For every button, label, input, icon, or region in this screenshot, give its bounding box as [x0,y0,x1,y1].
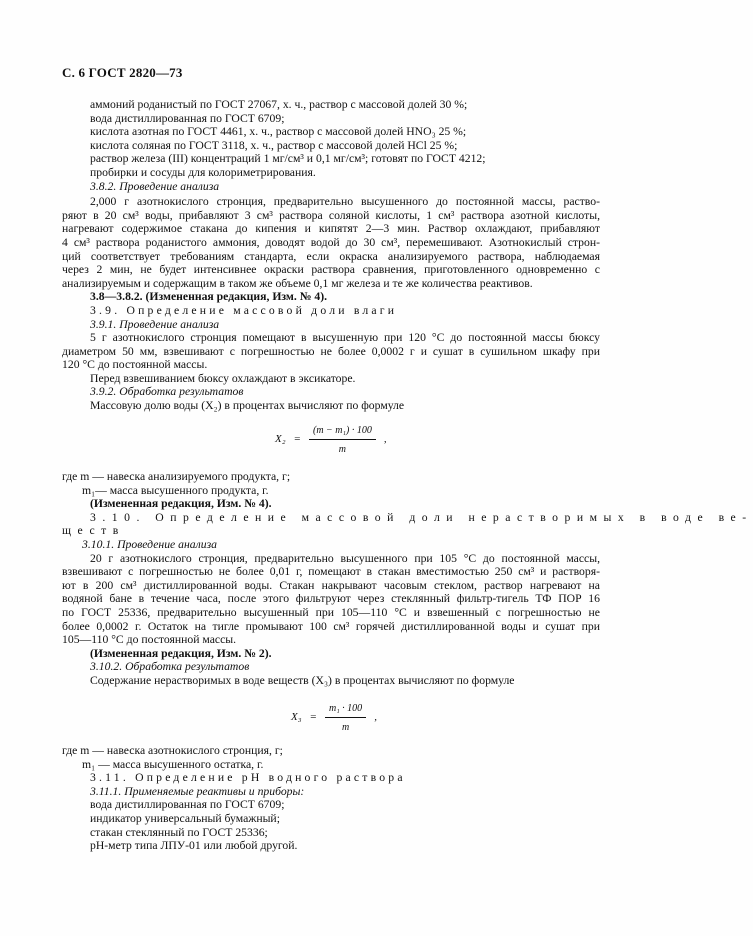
page-header: С. 6 ГОСТ 2820—73 [62,65,183,80]
revision-note: (Измененная редакция, Изм. № 4). [90,497,272,511]
equipment-line: вода дистиллированная по ГОСТ 6709; [90,798,285,812]
section-title-3-9: 3.9. Определение массовой доли влаги [90,303,398,317]
reagent-line: аммоний роданистый по ГОСТ 27067, х. ч., раствор с массовой долей 30 %; [90,98,468,111]
section-title-3-10: 3.10. Определение массовой доли нерастворимых в воде ве- [90,510,753,524]
reagent-line: раствор железа (III) концентраций 1 мг/см³ и 0,1 мг/см³; готовят по ГОСТ 4212; [90,152,486,166]
formula-lhs: X₃ [291,711,302,724]
formula-intro: Массовую долю воды (X₂) в процентах вычисляют по формуле [90,399,405,413]
reagent-line: кислота азотная по ГОСТ 4461, х. ч., раствор с массовой долей HNO₃ 25 %; [90,125,467,139]
paragraph-line: более 0,0002 г. Остаток на тигле промывают 100 см³ горячей дистиллированной воды и сушат при [62,619,600,633]
formula-equals: = [309,711,317,724]
reagent-line: кислота соляная по ГОСТ 3118, х. ч., раствор с массовой долей HCl 25 %; [90,138,458,152]
section-title-3-11-1: 3.11.1. Применяемые реактивы и приборы: [90,784,305,798]
paragraph-line: взвешивают с погрешностью не более 0,01 г, помещают в стакан вместимостью 250 см³ и растворя- [62,565,600,579]
equipment-line: индикатор универсальный бумажный; [90,811,280,825]
formula-fraction [325,702,366,734]
revision-note: (Измененная редакция, Изм. № 2). [90,646,272,660]
section-title-3-10-cont: ществ [62,524,125,538]
paragraph-line: ют в 200 см³ дистиллированной воды. Стакан накрывают часовым стеклом, раствор нагревают на [62,578,600,592]
section-title-3-10-2: 3.10.2. Обработка результатов [90,660,250,674]
formula-moisture [275,424,387,456]
paragraph-line: водяной бане в течение часа, после этого фильтруют через стеклянный фильтр-тигель ТФ ПОР 16 [62,592,600,606]
where-line: m₁ — масса высушенного остатка, г. [82,757,264,771]
paragraph-line: 105—110 °С до постоянной массы. [62,633,237,647]
paragraph-line: 4 см³ раствора роданистого аммония, доводят водой до 30 см³, перемешивают. Азотнокислый строн- [62,235,600,249]
paragraph-line: 5 г азотнокислого стронция помещают в высушенную при 120 °С до постоянной массы бюксу [90,331,600,345]
paragraph-line: анализируемым и содержащим в таком же объеме 0,1 мг железа и те же количества реактивов. [62,276,533,290]
section-3-11-block [62,744,600,853]
formula-equals: = [293,433,301,446]
reagent-line: вода дистиллированная по ГОСТ 6709; [90,111,285,125]
formula-lhs: X₂ [275,433,286,446]
section-title-3-11: 3.11. Определение pH водного раствора [90,771,406,785]
section-3-10-block [62,470,753,688]
paragraph-line: диаметром 50 мм, взвешивают с погрешностью не более 0,0002 г и сушат в сушильном шкафу при [62,344,600,358]
paragraph-line: через 2 мин, не будет интенсивнее окраски раствора сравнения, приготовленного одновременно с [62,263,600,277]
paragraph-line: по ГОСТ 25336, предварительно высушенный при 105—110 °С и взвешенный с погрешностью не [62,605,600,619]
equipment-line: pH-метр типа ЛПУ-01 или любой другой. [90,839,298,853]
paragraph-line: 2,000 г азотнокислого стронция, предварительно высушенного до постоянной массы, раство- [90,195,600,209]
section-title-3-9-2: 3.9.2. Обработка результатов [90,385,244,399]
paragraph-line: Перед взвешиванием бюксу охлаждают в эксикаторе. [90,371,356,385]
formula-denominator: m [341,721,350,733]
paragraph-line: 20 г азотнокислого стронция, предварительно высушенного при 105 °С до постоянной массы, [90,551,600,565]
where-line: где m — навеска азотнокислого стронция, г; [62,744,283,757]
formula-tail: , [383,433,387,446]
formula-numerator: (m − m₁) · 100 [309,424,376,440]
section-title-3-8-2: 3.8.2. Проведение анализа [90,179,220,193]
formula-fraction [309,424,376,456]
section-title-3-10-1: 3.10.1. Проведение анализа [82,537,217,551]
reagents-block [62,98,600,413]
paragraph-line: 120 °С до постоянной массы. [62,358,208,372]
revision-note: 3.8—3.8.2. (Измененная редакция, Изм. № 4). [90,290,328,304]
reagent-line: пробирки и сосуды для колориметрирования. [90,165,316,179]
formula-numerator: m₁ · 100 [325,702,366,718]
formula-denominator: m [338,443,347,455]
paragraph-line: нагревают содержимое стакана до кипения и кипятят 2—3 мин. Раствор охлаждают, прибавляют [62,222,600,236]
equipment-line: стакан стеклянный по ГОСТ 25336; [90,825,268,839]
formula-insoluble [291,702,377,734]
section-title-3-9-1: 3.9.1. Проведение анализа [90,317,220,331]
where-line: где m — навеска анализируемого продукта, г; [62,470,291,483]
where-line: m₁— масса высушенного продукта, г. [82,483,269,497]
paragraph-line: ряют в 20 см³ воды, прибавляют 3 см³ раствора соляной кислоты, 1 см³ раствора азотной кислоты, [62,208,600,222]
paragraph-line: ций соответствует требованиям стандарта, если окраска анализируемого раствора, наблюдаемая [62,249,600,263]
formula-intro: Содержание нерастворимых в воде веществ (X₃) в процентах вычисляют по формуле [90,673,515,687]
formula-tail: , [374,711,377,724]
